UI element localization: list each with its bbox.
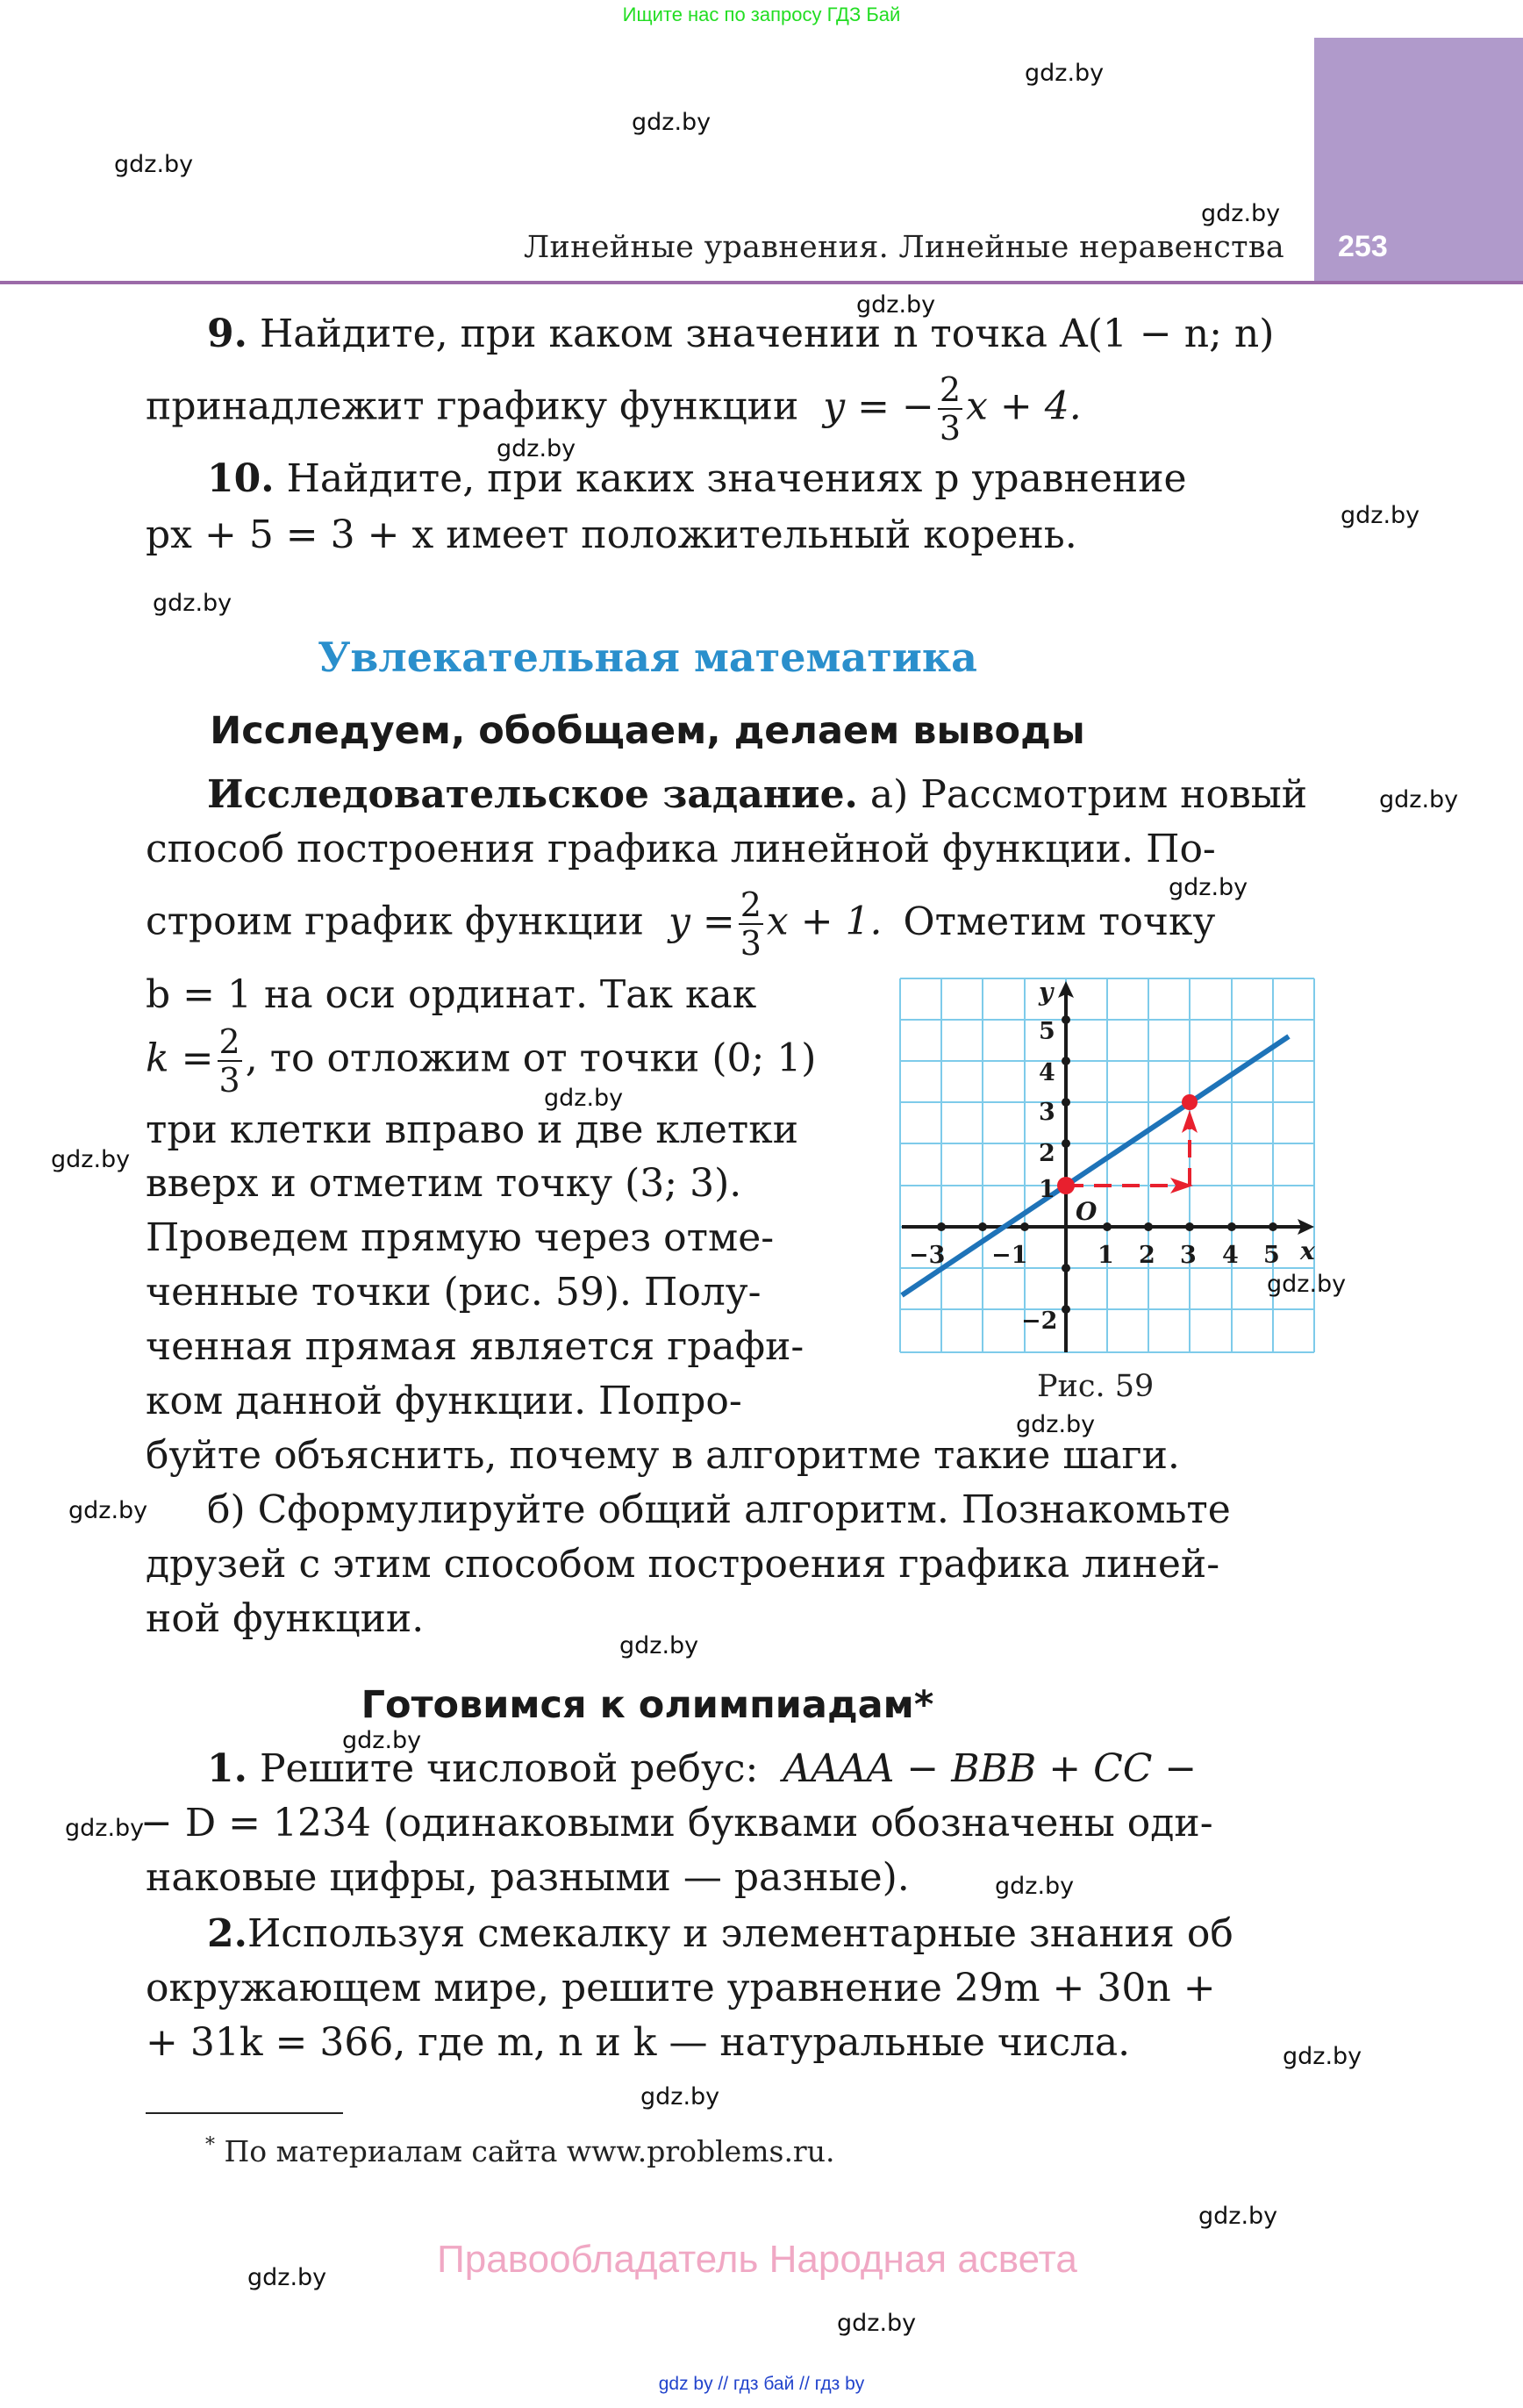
watermark: gdz.by: [497, 435, 576, 462]
exercise-9-line1: [207, 312, 1274, 356]
footnote: [205, 2134, 834, 2168]
svg-text:5: 5: [1039, 1018, 1055, 1045]
part-b-line2: друзей с этим способом построения графика линей-: [146, 1542, 1220, 1587]
research-lead: Исследовательское задание.: [207, 772, 858, 817]
denominator: 3: [740, 924, 762, 963]
watermark: gdz.by: [342, 1727, 422, 1754]
research-text: строим график функции: [146, 899, 644, 944]
svg-text:5: 5: [1263, 1242, 1280, 1269]
watermark: gdz.by: [1267, 1271, 1347, 1298]
research-text: Отметим точку: [903, 899, 1216, 944]
exercise-text: принадлежит графику функции: [146, 383, 799, 429]
exercise-number: 9.: [207, 312, 247, 356]
olympiad-task2-line1: [207, 1911, 1233, 1956]
grid: [900, 978, 1314, 1352]
svg-text:−3: −3: [909, 1242, 946, 1269]
olympiad-task1-line2: − D = 1234 (одинаковыми буквами обозначены оди-: [140, 1801, 1213, 1845]
figure-caption: Рис. 59: [1037, 1369, 1155, 1404]
denominator: 3: [218, 1061, 240, 1100]
svg-text:−2: −2: [1021, 1308, 1058, 1335]
task-number: 2.: [207, 1911, 247, 1956]
tick-labels: [909, 1018, 1280, 1335]
research-line-after: буйте объяснить, почему в алгоритме такие шаги.: [146, 1433, 1180, 1478]
watermark: gdz.by: [247, 2264, 327, 2291]
task-text: Решите числовой ребус:: [259, 1746, 759, 1791]
exercise-text: Найдите, при каких значениях p уравнение: [286, 456, 1187, 501]
research-text: а) Рассмотрим новый: [869, 772, 1308, 817]
point-0-1: [1057, 1177, 1075, 1194]
exercise-9-line2: [146, 370, 1082, 448]
formula-part: y = −: [823, 383, 934, 429]
task-number: 1.: [207, 1746, 247, 1791]
research-line2: способ построения графика линейной функции. По-: [146, 827, 1216, 871]
svg-text:2: 2: [1139, 1242, 1155, 1269]
watermark: gdz.by: [51, 1146, 131, 1173]
figure-59-graph: [898, 974, 1318, 1357]
watermark: gdz.by: [1016, 1411, 1096, 1438]
watermark: gdz.by: [1025, 60, 1105, 87]
formula-part: x + 4.: [966, 383, 1082, 429]
fraction: [739, 885, 763, 963]
fraction: [938, 370, 962, 448]
column-line-5: Проведем прямую через отме-: [146, 1215, 775, 1260]
column-line-4: вверх и отметим точку (3; 3).: [146, 1161, 742, 1206]
watermark: gdz.by: [619, 1632, 699, 1659]
svg-text:−1: −1: [991, 1242, 1028, 1269]
task-text: Используя смекалку и элементарные знания об: [247, 1911, 1233, 1956]
x-axis-label: x: [1300, 1236, 1315, 1265]
formula-part: k =: [146, 1036, 214, 1081]
section-title: Увлекательная математика: [318, 634, 977, 681]
watermark: gdz.by: [640, 2083, 720, 2111]
svg-text:4: 4: [1039, 1059, 1055, 1086]
watermark: gdz.by: [65, 1815, 145, 1842]
column-line-8: ком данной функции. Попро-: [146, 1379, 742, 1423]
part-b-line3: ной функции.: [146, 1596, 425, 1641]
svg-text:3: 3: [1039, 1099, 1055, 1126]
svg-text:2: 2: [1039, 1140, 1055, 1167]
footnote-divider: [146, 2112, 343, 2114]
numerator: 2: [939, 370, 962, 409]
olympiad-task2-line2: окружающем мире, решите уравнение 29m + 30n +: [146, 1966, 1216, 2010]
footnote-text: По материалам сайта www.problems.ru.: [224, 2134, 835, 2168]
exercise-text: Найдите, при каком значении n точка A(1 − n; n): [259, 312, 1275, 356]
exercise-10-line1: [207, 456, 1315, 501]
fraction: [218, 1022, 242, 1100]
part-b-line1: б) Сформулируйте общий алгоритм. Познакомьте: [207, 1487, 1231, 1532]
numerator: 2: [218, 1022, 240, 1061]
footnote-mark: *: [205, 2134, 215, 2156]
watermark: gdz.by: [544, 1085, 624, 1112]
svg-text:1: 1: [1039, 1176, 1055, 1203]
y-axis-label: y: [1039, 978, 1054, 1007]
column-line-7: ченная прямая является графи-: [146, 1324, 804, 1369]
watermark: gdz.by: [153, 590, 232, 617]
exercise-10-line2: px + 5 = 3 + x имеет положительный корень.: [146, 512, 1077, 557]
rights-holder: Правообладатель Народная асвета: [437, 2238, 1077, 2281]
column-line-6: ченные точки (рис. 59). Полу-: [146, 1270, 762, 1315]
watermark: gdz.by: [114, 151, 194, 178]
denominator: 3: [939, 409, 962, 448]
olympiad-task2-line3: + 31k = 366, где m, n и k — натуральные числа.: [146, 2020, 1131, 2065]
page-number: 253: [1338, 230, 1388, 263]
watermark: gdz.by: [1341, 502, 1420, 529]
watermark: gdz.by: [1379, 786, 1459, 813]
rebus-formula: AAAA − BBB + CC −: [783, 1746, 1198, 1791]
subsection-title: Исследуем, обобщаем, делаем выводы: [210, 709, 1085, 753]
formula-part: y =: [668, 899, 735, 944]
svg-text:4: 4: [1222, 1242, 1239, 1269]
search-banner: Ищите нас по запросу ГДЗ Бай: [622, 4, 901, 25]
watermark: gdz.by: [837, 2310, 917, 2337]
numerator: 2: [740, 885, 762, 924]
watermark: gdz.by: [632, 109, 711, 136]
svg-text:3: 3: [1180, 1242, 1197, 1269]
watermark: gdz.by: [1201, 200, 1281, 227]
running-head: Линейные уравнения. Линейные неравенства: [523, 230, 1284, 265]
olympiad-title: Готовимся к олимпиадам*: [361, 1683, 934, 1727]
svg-text:1: 1: [1098, 1242, 1114, 1269]
olympiad-task1-line3: наковые цифры, разными — разные).: [146, 1855, 910, 1900]
column-line-2: k = $\frac{2}{3}$ , то отложим от точки (0; 1): [146, 1022, 817, 1100]
header-divider: [0, 281, 1523, 284]
watermark: gdz.by: [1198, 2203, 1278, 2230]
watermark: gdz.by: [1283, 2043, 1362, 2070]
watermark: gdz.by: [856, 291, 936, 319]
exercise-number: 10.: [207, 456, 275, 501]
research-line1: [207, 772, 1307, 817]
watermark: gdz.by: [995, 1873, 1075, 1900]
axes: [902, 992, 1304, 1352]
formula-part: x + 1.: [766, 899, 883, 944]
origin-label: O: [1076, 1197, 1098, 1226]
watermark: gdz.by: [68, 1497, 148, 1524]
column-line-3: три клетки вправо и две клетки: [146, 1107, 799, 1152]
column-line-1: b = 1 на оси ординат. Так как: [146, 972, 757, 1017]
column-text: то отложим от точки (0; 1): [269, 1036, 817, 1081]
watermark: gdz.by: [1169, 874, 1248, 901]
bottom-links[interactable]: gdz by // гдз бай // гдз by: [658, 2374, 865, 2394]
research-line3: [146, 885, 1216, 963]
point-3-3: [1182, 1094, 1198, 1110]
